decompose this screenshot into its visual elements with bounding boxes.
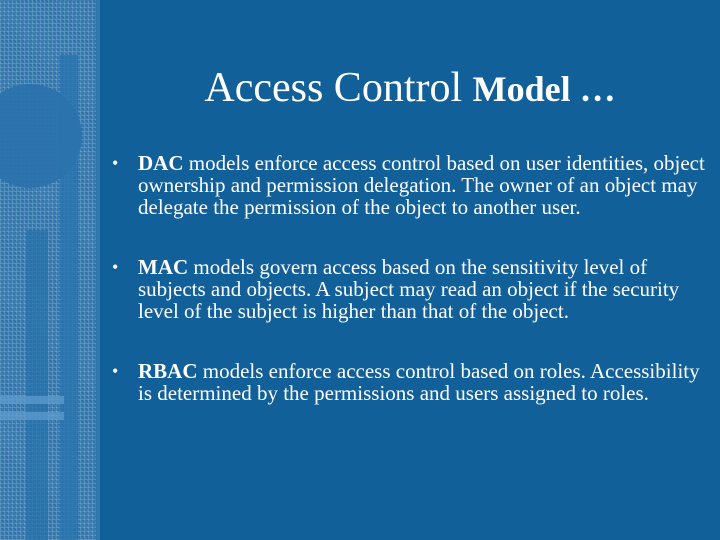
bullet-marker: • [112, 257, 119, 277]
title-bold: Model … [472, 69, 616, 109]
bullet-text: models enforce access control based on user identities, object ownership and permission delegation. The owner of an object may delegate the permission of the object to another user. [138, 151, 705, 219]
slide-title [100, 62, 720, 115]
decorative-bar [0, 396, 64, 404]
bullet-text: models enforce access control based on roles. Accessibility is determined by the permissions and users assigned to roles. [138, 359, 700, 405]
bullet-term: RBAC [138, 359, 198, 383]
title-regular: Access Control [204, 65, 463, 111]
bullet-term: MAC [138, 255, 189, 279]
bullet-dac [112, 152, 712, 218]
bullet-text: models govern access based on the sensitivity level of subjects and objects. A subject may read an object if the security level of the subject is higher than that of the object. [138, 255, 680, 323]
bullet-list [112, 152, 712, 442]
decorative-stripe [26, 230, 48, 540]
bullet-marker: • [112, 361, 119, 381]
bullet-marker: • [112, 153, 119, 173]
bullet-rbac [112, 360, 712, 404]
bullet-term: DAC [138, 151, 184, 175]
bullet-mac [112, 256, 712, 322]
decorative-texture-panel [0, 0, 98, 540]
decorative-bar [0, 412, 64, 420]
